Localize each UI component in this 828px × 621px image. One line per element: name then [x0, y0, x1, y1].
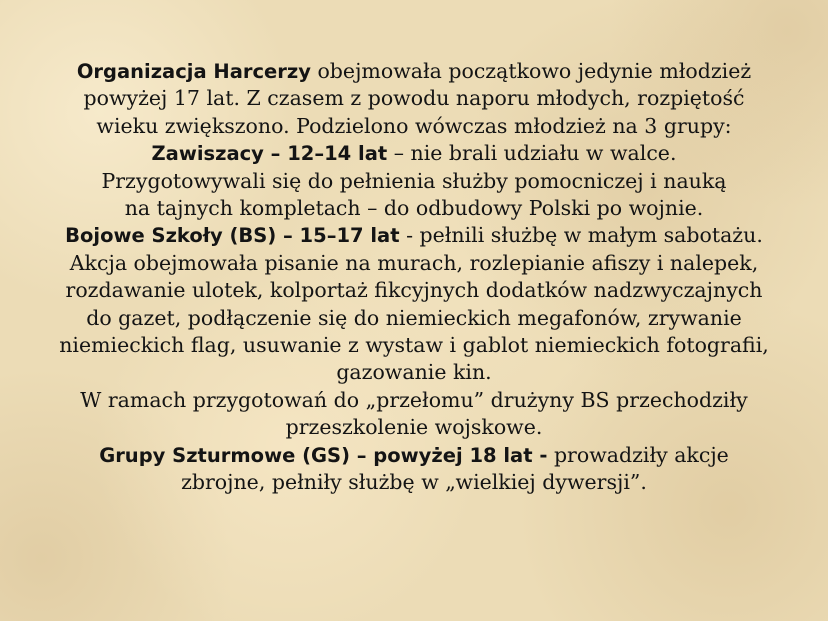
body-text: na tajnych kompletach – do odbudowy Polski po wojnie. — [124, 196, 704, 221]
body-text: zbrojne, pełniły służbę w „wielkiej dywersji”. — [181, 470, 647, 495]
body-text: powyżej 17 lat. Z czasem z powodu naporu młodych, rozpiętość — [83, 86, 745, 111]
text-line-15 — [22, 442, 806, 469]
text-line-16 — [22, 469, 806, 496]
bold-term: Zawiszacy – 12–14 lat — [151, 142, 388, 166]
text-line-4 — [22, 140, 806, 167]
text-line-11 — [22, 332, 806, 359]
body-text: niemieckich flag, usuwanie z wystaw i gablot niemieckich fotografii, — [59, 333, 769, 358]
body-text: do gazet, podłączenie się do niemieckich megafonów, zrywanie — [86, 305, 742, 330]
body-text: prowadziły akcje — [547, 442, 729, 467]
body-text: gazowanie kin. — [336, 360, 492, 385]
text-line-3 — [22, 113, 806, 140]
body-text: – nie brali udziału w walce. — [387, 141, 677, 166]
body-text: Przygotowywali się do pełnienia służby pomocniczej i nauką — [101, 168, 727, 193]
body-text: obejmowała początkowo jedynie młodzież — [310, 59, 752, 83]
text-line-13 — [22, 387, 806, 414]
body-text: Akcja obejmowała pisanie na murach, rozlepianie afiszy i nalepek, — [69, 250, 759, 275]
body-text: przeszkolenie wojskowe. — [285, 415, 543, 440]
body-text: W ramach przygotowań do „przełomu” drużyny BS przechodziły — [80, 387, 748, 412]
text-line-9 — [22, 277, 806, 304]
text-line-7 — [22, 222, 806, 249]
text-line-5 — [22, 168, 806, 195]
bold-term: Organizacja Harcerzy — [76, 60, 311, 83]
slide-text — [22, 58, 806, 497]
text-line-6 — [22, 195, 806, 222]
bold-term: Bojowe Szkoły (BS) – 15–17 lat — [65, 224, 400, 248]
body-text: - pełnili służbę w małym sabotażu. — [399, 223, 763, 248]
text-line-10 — [22, 305, 806, 332]
text-line-14 — [22, 414, 806, 441]
text-line-1 — [22, 58, 806, 85]
body-text: rozdawanie ulotek, kolportaż fikcyjnych dodatków nadzwyczajnych — [65, 278, 763, 303]
text-line-12 — [22, 359, 806, 386]
text-line-8 — [22, 250, 806, 277]
body-text: wieku zwiększono. Podzielono wówczas młodzież na 3 grupy: — [96, 113, 732, 138]
text-line-2 — [22, 85, 806, 112]
bold-term: Grupy Szturmowe (GS) – powyżej 18 lat - — [99, 443, 548, 467]
